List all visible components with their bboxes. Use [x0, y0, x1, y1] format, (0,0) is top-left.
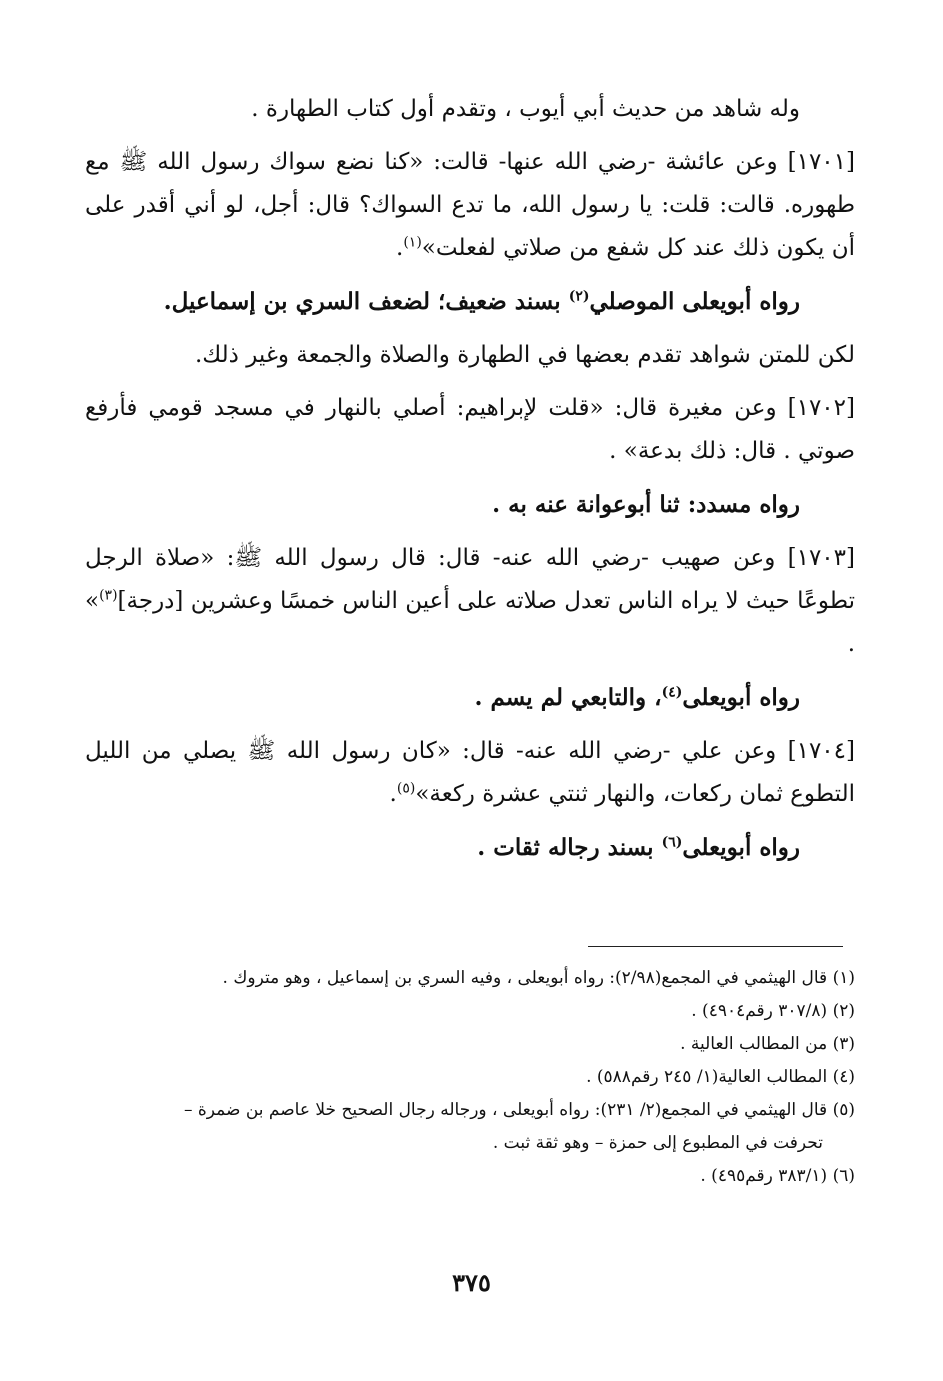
main-text: [85, 88, 855, 880]
hadith-text: وعن عائشة -رضي الله عنها- قالت: «كنا نضع سواك رسول الله ﷺ مع طهوره. قالت: قلت: يا رسول الله، ما تدع السواك؟ قال: أجل، لو أني أقدر على أن يكون ذلك عند كل شفع من صلاتي لفعلت»: [85, 149, 855, 261]
hadith-text: وعن صهيب -رضي الله عنه- قال: قال رسول الله ﷺ: «صلاة الرجل تطوعًا حيث لا يراه الناس تعدل صلاته على أعين الناس خمسًا وعشرين [درجة]: [85, 545, 855, 614]
riwaya-text: رواه أبويعلى الموصلي: [589, 288, 800, 315]
punct: .: [396, 235, 404, 261]
hadith-text: وعن مغيرة قال: «قلت لإبراهيم: أصلي بالنهار في مسجد قومي فأرفع صوتي . قال: ذلك بدعة» .: [85, 395, 855, 464]
riwaya-1704: [85, 826, 855, 870]
riwaya-text: رواه مسدد: ثنا أبوعوانة عنه به .: [492, 491, 800, 518]
footnote-ref: (٦): [661, 834, 683, 851]
hadith-number: [١٧٠٤]: [787, 738, 855, 764]
punct: » .: [85, 588, 855, 657]
footnote-divider: [588, 946, 843, 947]
hadith-text: وعن علي -رضي الله عنه- قال: «كان رسول الله ﷺ يصلي من الليل التطوع ثمان ركعات، والنهار ثنتي عشرة ركعة»: [85, 738, 855, 807]
paragraph-shahid: وله شاهد من حديث أبي أيوب ، وتقدم أول كتاب الطهارة .: [251, 96, 800, 122]
footnote-ref: (٤): [661, 684, 683, 701]
footnote-3: (٣) من المطالب العالية .: [680, 1034, 855, 1054]
riwaya-1701: [85, 280, 855, 324]
hadith-1703: [85, 537, 855, 666]
footnote-ref: (١): [403, 234, 422, 251]
riwaya-text: رواه أبويعلى: [682, 834, 800, 861]
footnote-ref: (٣): [99, 587, 118, 604]
footnote-5-continuation: تحرفت في المطبوع إلى حمزة – وهو ثقة ثبت .: [492, 1133, 823, 1153]
punct: .: [389, 781, 397, 807]
footnote-5: [85, 1094, 855, 1160]
paragraph-shawahid: لكن للمتن شواهد تقدم بعضها في الطهارة والصلاة والجمعة وغير ذلك.: [194, 342, 855, 368]
footnote-4: (٤) المطالب العالية(١/ ٢٤٥ رقم٥٨٨) .: [586, 1067, 855, 1087]
riwaya-1703: [85, 676, 855, 720]
footnote-2: (٢) (٣٠٧/٨ رقم٤٩٠٤) .: [691, 1001, 855, 1021]
page-number: ٣٧٥: [452, 1268, 491, 1297]
riwaya-text: ، والتابعي لم يسم .: [474, 684, 662, 711]
hadith-number: [١٧٠٣]: [787, 545, 855, 571]
footnote-ref: (٥): [396, 780, 416, 797]
hadith-1702: [85, 387, 855, 473]
riwaya-text: بسند ضعيف؛ لضعف السري بن إسماعيل.: [163, 288, 561, 315]
footnotes: [85, 962, 855, 1193]
footnote-5-text: (٥) قال الهيثمي في المجمع(٢/ ٢٣١): رواه أبويعلى ، ورجاله رجال الصحيح خلا عاصم بن ضمرة –: [183, 1100, 855, 1120]
hadith-number: [١٧٠١]: [787, 149, 855, 175]
hadith-1701: [85, 141, 855, 270]
riwaya-text: رواه أبويعلى: [682, 684, 800, 711]
footnote-1: (١) قال الهيثمي في المجمع(٢/٩٨): رواه أبويعلى ، وفيه السري بن إسماعيل ، وهو متروك .: [222, 968, 855, 988]
footnote-ref: (٢): [568, 288, 590, 305]
riwaya-text: بسند رجاله ثقات .: [477, 834, 654, 861]
hadith-number: [١٧٠٢]: [787, 395, 855, 421]
riwaya-1702: [85, 483, 855, 527]
footnote-6: (٦) (٣٨٣/١ رقم٤٩٥) .: [700, 1166, 855, 1186]
hadith-1704: [85, 730, 855, 816]
